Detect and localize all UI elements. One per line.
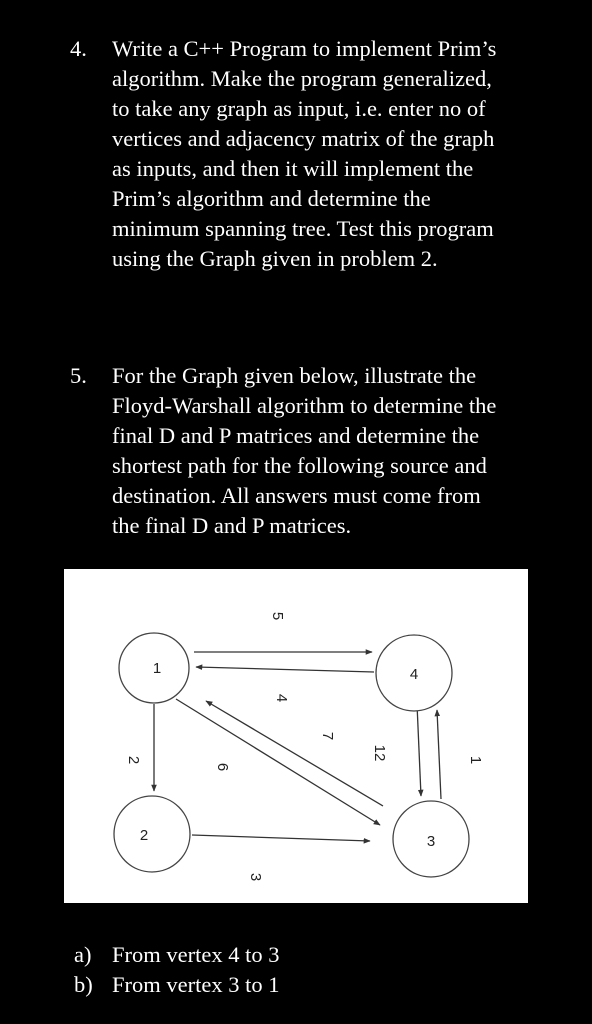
edge-weight: 6 bbox=[214, 762, 231, 772]
text-line: Write a C++ Program to implement Prim’s bbox=[112, 36, 497, 61]
question-label: a) bbox=[74, 942, 92, 967]
edge-weight: 4 bbox=[273, 693, 290, 703]
edge-4-3 bbox=[417, 704, 421, 796]
problem-4 bbox=[70, 34, 570, 274]
question-text: From vertex 3 to 1 bbox=[112, 972, 280, 997]
edge-weight: 5 bbox=[269, 611, 286, 621]
node-label: 4 bbox=[409, 666, 419, 683]
node-label: 2 bbox=[139, 827, 149, 844]
question-text: From vertex 4 to 3 bbox=[112, 942, 280, 967]
node-label: 1 bbox=[152, 660, 162, 677]
edge-4-1 bbox=[196, 667, 374, 672]
question-item-b bbox=[74, 970, 279, 1000]
question-list bbox=[74, 940, 279, 1000]
edge-weight: 12 bbox=[371, 744, 388, 762]
text-line: algorithm. Make the program generalized, bbox=[112, 66, 492, 91]
edge-2-3 bbox=[192, 835, 370, 841]
graph-node-3 bbox=[393, 801, 469, 877]
problem-number: 5. bbox=[70, 363, 87, 388]
graph-node-2 bbox=[114, 796, 190, 872]
problem-text bbox=[112, 34, 564, 274]
text-line: to take any graph as input, i.e. enter no of bbox=[112, 96, 486, 121]
edge-3-1 bbox=[206, 701, 383, 806]
graph-diagram bbox=[64, 569, 528, 903]
edge-3-4 bbox=[437, 710, 441, 799]
problem-number: 4. bbox=[70, 36, 87, 61]
text-line: destination. All answers must come from bbox=[112, 483, 481, 508]
question-item-a bbox=[74, 940, 279, 970]
text-line: Prim’s algorithm and determine the bbox=[112, 186, 431, 211]
question-label: b) bbox=[74, 972, 93, 997]
text-line: the final D and P matrices. bbox=[112, 513, 352, 538]
edge-weight: 3 bbox=[247, 872, 264, 882]
edge-1-3 bbox=[176, 699, 380, 825]
edge-weight: 7 bbox=[319, 731, 336, 741]
text-line: using the Graph given in problem 2. bbox=[112, 246, 438, 271]
problem-text bbox=[112, 361, 564, 541]
text-line: Floyd-Warshall algorithm to determine the bbox=[112, 393, 497, 418]
text-line: as inputs, and then it will implement the bbox=[112, 156, 474, 181]
node-label: 3 bbox=[426, 833, 436, 850]
graph-node-1 bbox=[119, 633, 189, 703]
graph-figure bbox=[64, 569, 528, 903]
text-line: For the Graph given below, illustrate the bbox=[112, 363, 477, 388]
text-line: vertices and adjacency matrix of the graph bbox=[112, 126, 495, 151]
edge-weight: 2 bbox=[125, 755, 142, 765]
text-line: final D and P matrices and determine the bbox=[112, 423, 480, 448]
graph-node-4 bbox=[376, 635, 452, 711]
text-line: minimum spanning tree. Test this program bbox=[112, 216, 494, 241]
edge-weight: 1 bbox=[467, 755, 484, 765]
problem-5 bbox=[70, 361, 570, 541]
text-line: shortest path for the following source and bbox=[112, 453, 487, 478]
